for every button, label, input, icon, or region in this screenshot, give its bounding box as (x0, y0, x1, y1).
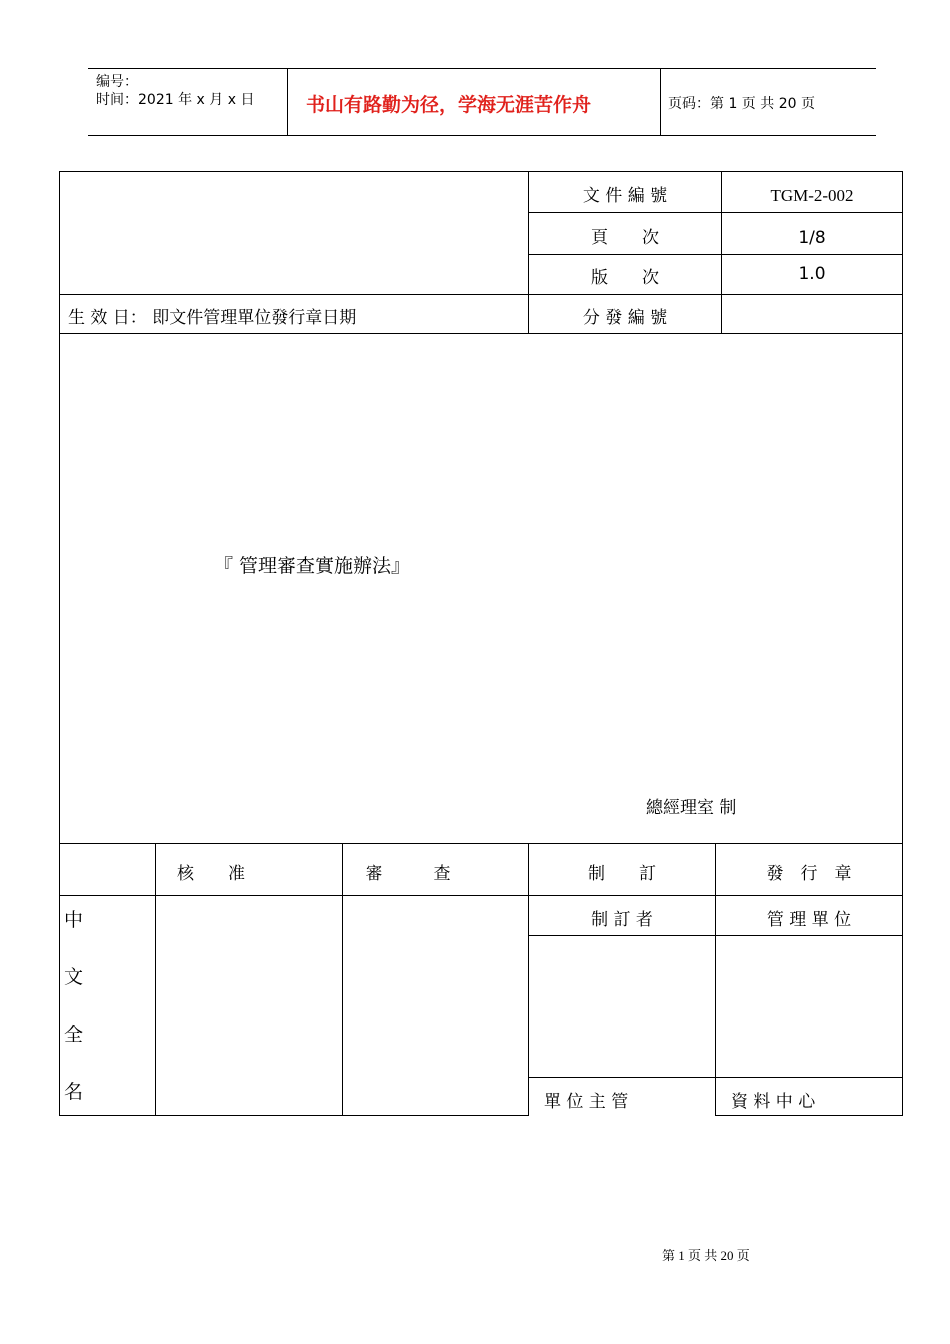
version-value: 1.0 (798, 264, 826, 284)
data-center-label: 資 料 中 心 (731, 1092, 816, 1112)
motto: 书山有路勤为径，学海无涯苦作舟 (306, 94, 592, 116)
review-header: 審 查 (365, 864, 451, 884)
drafter-label: 制 訂 者 (591, 910, 653, 930)
issue-stamp-header: 發 行 章 (766, 864, 852, 884)
row-label-char: 全 (64, 1024, 84, 1046)
row-label-char: 名 (64, 1081, 84, 1103)
page-count-value: 1/8 (798, 228, 826, 248)
unit-head-label: 單 位 主 管 (544, 1092, 629, 1112)
issuing-office: 總經理室 制 (646, 798, 737, 818)
doc-number-value: TGM-2-002 (770, 186, 854, 205)
document-number-label: 编号： (96, 74, 138, 90)
header-page-label: 页码：第 1 页 共 20 页 (668, 96, 815, 112)
page-count-label: 頁 次 (591, 228, 659, 248)
footer-page-number: 第 1 页 共 20 页 (662, 1248, 750, 1263)
effective-date-label: 生 效 日： 即文件管理單位發行章日期 (68, 308, 357, 328)
doc-number-label: 文 件 編 號 (582, 186, 668, 206)
time-label: 时间：2021 年 x 月 x 日 (96, 92, 255, 108)
row-label-char: 中 (64, 909, 84, 931)
approve-header: 核 准 (177, 864, 245, 884)
row-label-char: 文 (64, 966, 84, 988)
distribution-number-label: 分 發 編 號 (582, 308, 668, 328)
document-title: 『 管理審查實施辦法』 (214, 555, 411, 577)
management-unit-label: 管 理 單 位 (766, 910, 852, 930)
version-label: 版 次 (591, 268, 659, 288)
draft-header: 制 訂 (588, 864, 656, 884)
